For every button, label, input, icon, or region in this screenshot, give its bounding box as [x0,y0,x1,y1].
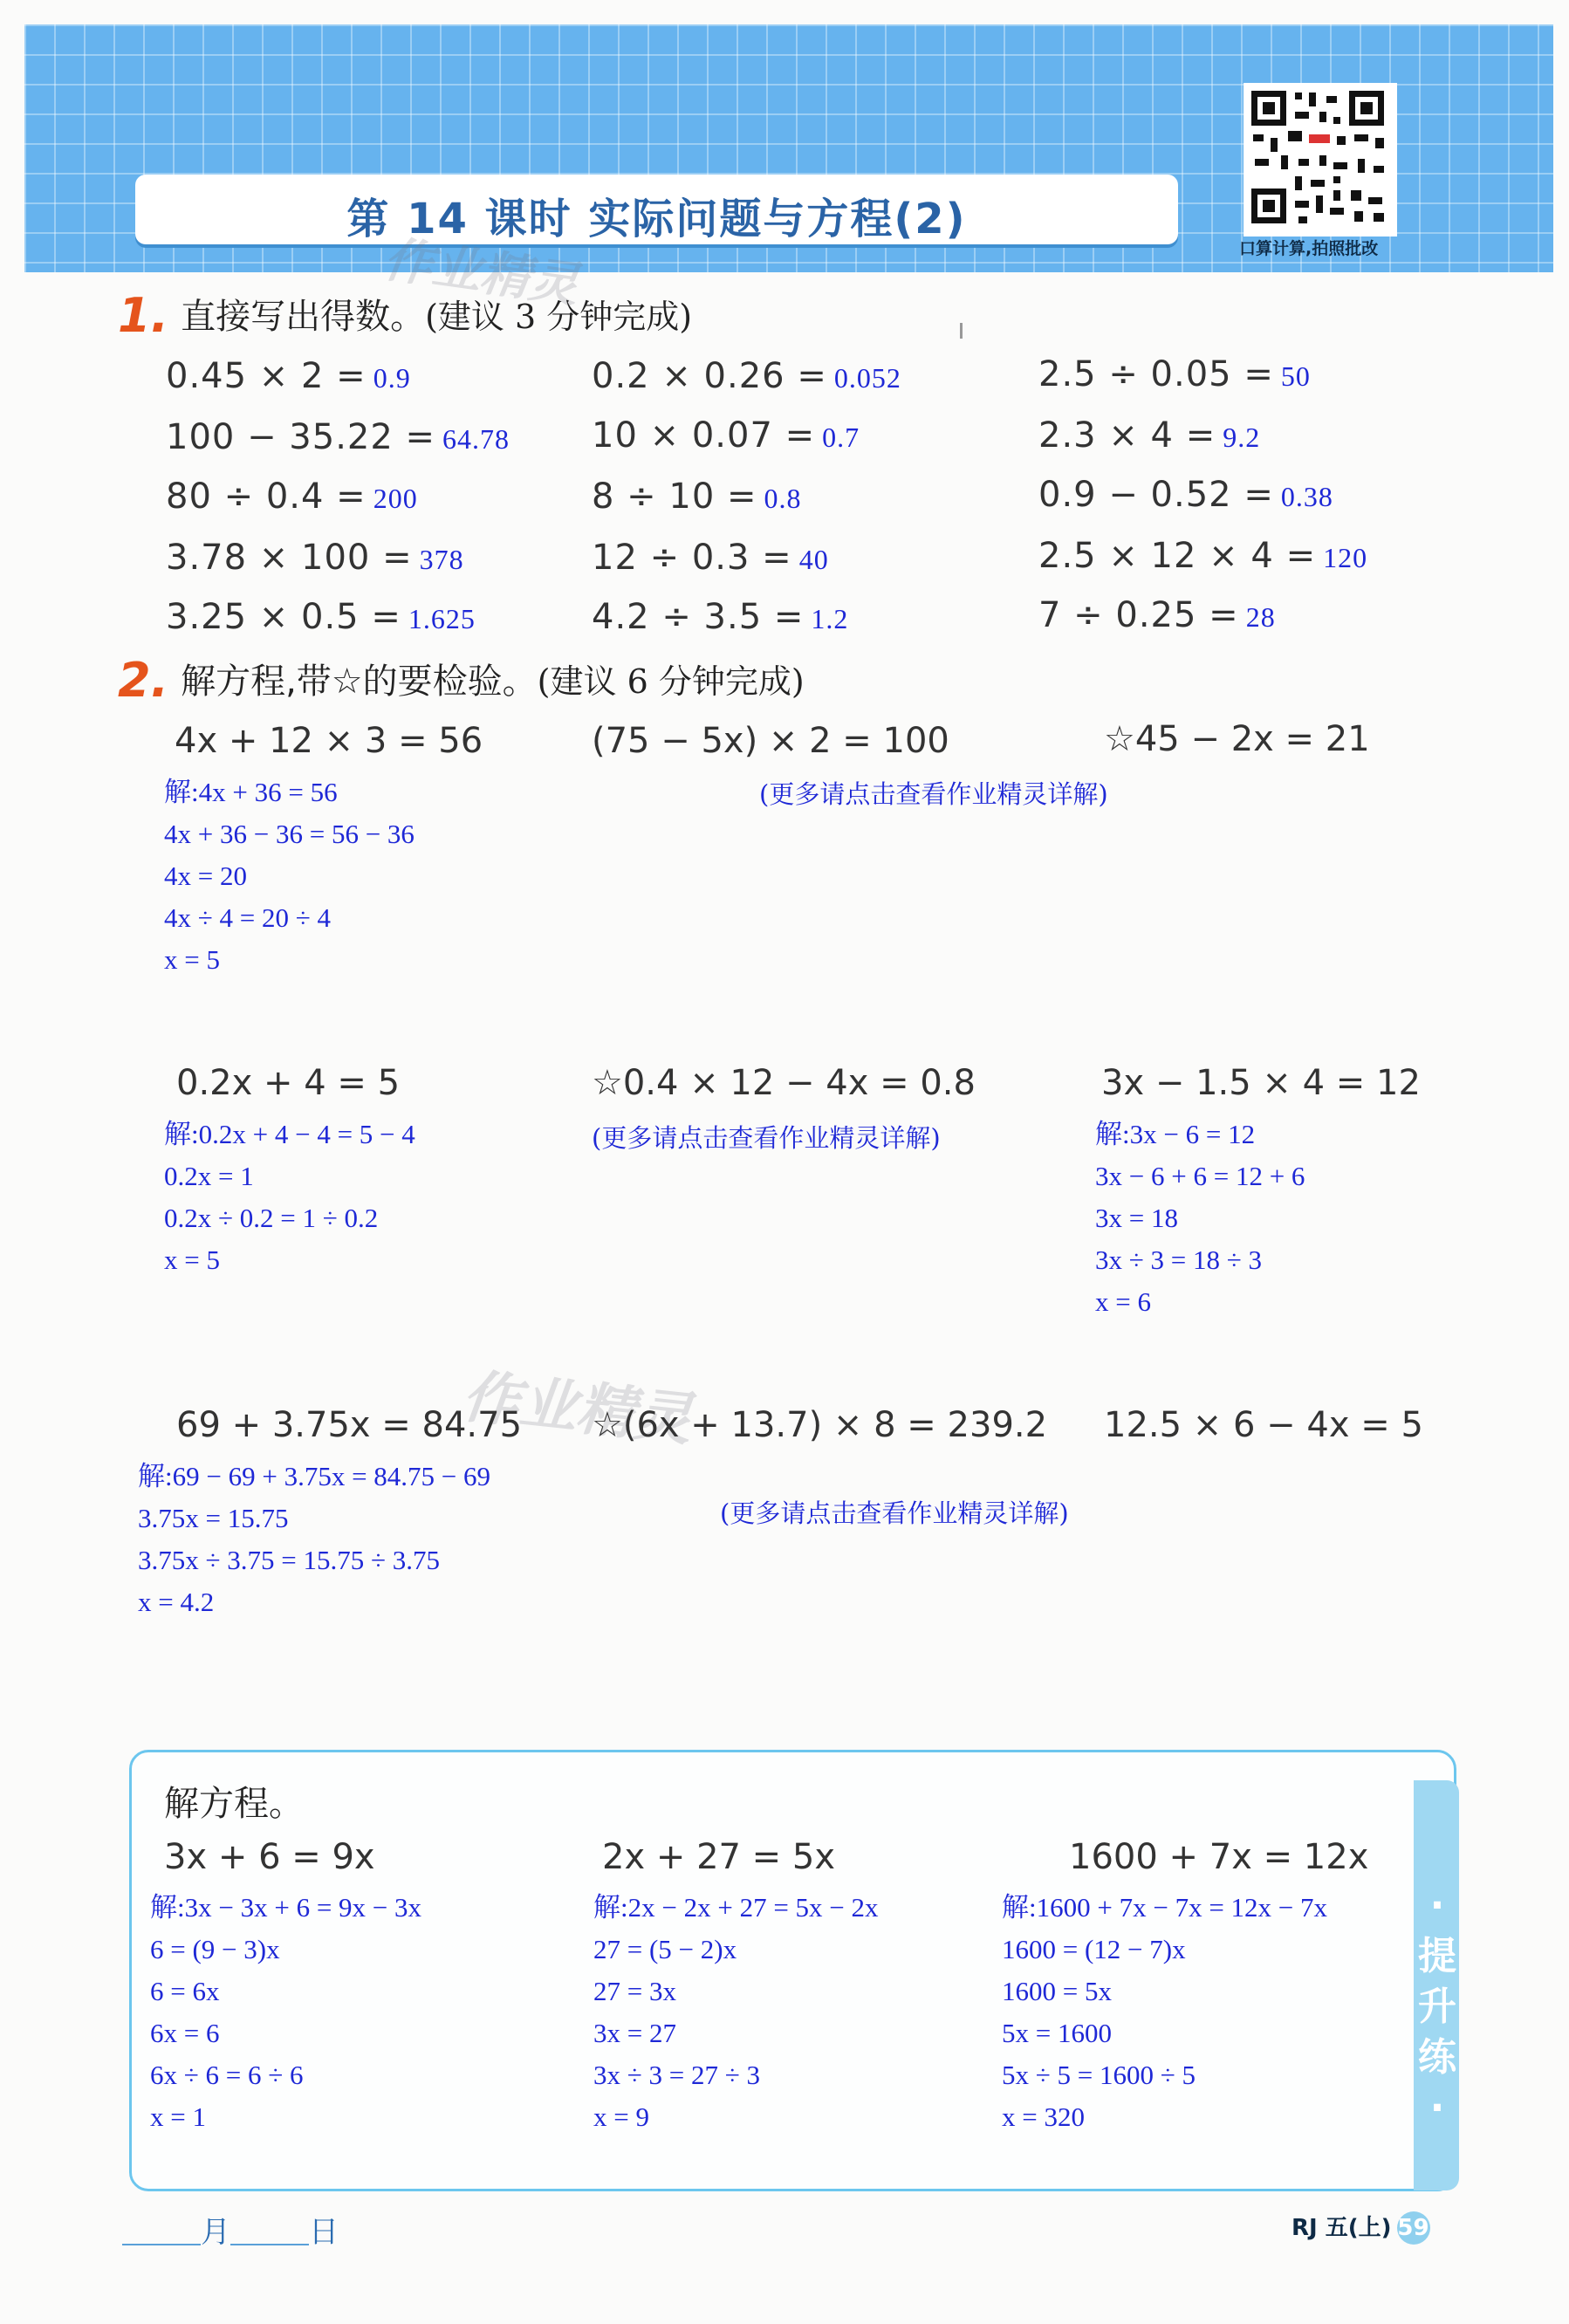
solution-step: 解:3x − 6 = 12 [1095,1119,1256,1149]
equation: 69 + 3.75x = 84.75 [176,1405,523,1445]
solution-step: 解:4x + 36 = 56 [164,777,338,807]
solution-step: x = 6 [1095,1286,1151,1317]
qr-code-icon[interactable] [1244,83,1397,237]
solution-step: 3.75x = 15.75 [138,1503,289,1533]
more-details-link[interactable]: (更多请点击查看作业精灵详解) [592,1123,941,1153]
page-footer [1292,2210,1430,2245]
solution-steps [593,1887,879,2138]
solution-step: x = 4.2 [138,1587,215,1617]
calc-expr: 2.3 × 4 = [1038,415,1216,456]
section-number: 1. [118,288,169,343]
calc-item [1038,415,1260,456]
solution-step: x = 320 [1002,2101,1085,2132]
solution-step: 解:0.2x + 4 − 4 = 5 − 4 [164,1119,415,1149]
calc-answer: 50 [1280,360,1311,392]
solution-step: 3.75x ÷ 3.75 = 15.75 ÷ 3.75 [138,1545,441,1575]
solution-step: 6x ÷ 6 = 6 ÷ 6 [150,2060,304,2090]
solution-step: 解:2x − 2x + 27 = 5x − 2x [593,1892,879,1923]
calc-expr: 4.2 ÷ 3.5 = [592,597,805,637]
solution-steps [150,1887,421,2138]
solution-steps [1095,1114,1305,1323]
equation: 3x + 6 = 9x [164,1837,375,1877]
calc-item [1038,354,1311,394]
calc-expr: 3.25 × 0.5 = [166,597,401,637]
calc-item [1038,536,1367,576]
equation: 3x − 1.5 × 4 = 12 [1101,1063,1421,1103]
calc-expr: 0.2 × 0.26 = [592,356,827,396]
watermark: 作业精灵 [459,1362,695,1454]
calc-answer: 0.052 [833,362,901,394]
solution-step: 6 = (9 − 3)x [150,1934,280,1964]
calc-expr: 0.45 × 2 = [166,356,367,396]
calc-expr: 3.78 × 100 = [166,538,413,578]
solution-step: 4x ÷ 4 = 20 ÷ 4 [164,902,332,933]
section-hint: (建议 3 分钟完成) [425,298,693,336]
solution-step: 6 = 6x [150,1976,220,2006]
month-label: 月 [201,2215,230,2250]
calc-expr: 7 ÷ 0.25 = [1038,595,1239,635]
calc-expr: 2.5 × 12 × 4 = [1038,536,1317,576]
book-label: RJ 五(上) [1292,2215,1392,2241]
solution-step: 解:1600 + 7x − 7x = 12x − 7x [1002,1892,1328,1923]
section-number: 2. [118,653,169,708]
section-hint: (建议 6 分钟完成) [537,662,805,701]
solution-steps [1002,1887,1327,2138]
solution-step: 0.2x = 1 [164,1161,254,1191]
solution-steps [164,1114,415,1281]
calc-answer: 1.2 [811,603,849,634]
calc-answer: 0.38 [1280,481,1333,512]
month-blank[interactable] [122,2244,201,2245]
solution-step: 3x − 6 + 6 = 12 + 6 [1095,1161,1305,1191]
calc-item [1038,595,1276,635]
solution-step: 6x = 6 [150,2018,220,2048]
qr-caption: 口算计算,拍照批改 [1239,239,1379,258]
calc-answer: 9.2 [1223,422,1261,453]
calc-expr: 0.9 − 0.52 = [1038,475,1274,515]
extra-title: 解方程。 [164,1784,304,1824]
solution-step: x = 9 [593,2101,649,2132]
lesson-title-band [135,175,1178,244]
calc-answer: 0.7 [822,422,860,453]
day-label: 日 [309,2215,339,2250]
day-blank[interactable] [230,2244,309,2245]
solution-step: x = 5 [164,1244,220,1275]
calc-answer: 120 [1323,542,1368,573]
calc-answer: 200 [373,483,418,514]
section-title-text: 解方程,带☆的要检验。 [181,662,538,702]
calc-expr: 8 ÷ 10 = [592,476,757,517]
calc-expr: 100 − 35.22 = [166,417,436,457]
solution-step: 3x = 27 [593,2018,676,2048]
lesson-title: 第 14 课时 实际问题与方程(2) [346,195,967,243]
equation: 1600 + 7x = 12x [1069,1837,1369,1877]
calc-expr: 10 × 0.07 = [592,415,816,456]
calc-answer: 1.625 [408,603,476,634]
solution-step: 27 = (5 − 2)x [593,1934,737,1964]
equation: ☆0.4 × 12 − 4x = 0.8 [592,1063,976,1103]
calc-expr: 2.5 ÷ 0.05 = [1038,354,1274,394]
solution-step: 27 = 3x [593,1976,676,2006]
equation: 12.5 × 6 − 4x = 5 [1104,1405,1423,1445]
more-details-link[interactable]: (更多请点击查看作业精灵详解) [720,1498,1069,1528]
calc-item [166,538,464,578]
equation: 2x + 27 = 5x [602,1837,836,1877]
calc-item [166,417,510,457]
calc-item [166,476,418,517]
calc-expr: 80 ÷ 0.4 = [166,476,367,517]
solution-step: 3x = 18 [1095,1203,1178,1233]
solution-steps [164,771,415,981]
extra-practice-tab-label: ·提升练· [1418,1883,1456,2130]
solution-step: 解:3x − 3x + 6 = 9x − 3x [150,1892,422,1923]
calc-item [1038,475,1333,515]
more-details-link[interactable]: (更多请点击查看作业精灵详解) [759,779,1108,809]
calc-answer: 28 [1245,601,1276,633]
section-2-title [118,653,805,708]
solution-step: 1600 = (12 − 7)x [1002,1934,1186,1964]
calc-item [592,476,802,517]
solution-step: 3x ÷ 3 = 18 ÷ 3 [1095,1244,1263,1275]
date-field[interactable] [122,2208,339,2251]
scan-mark [960,323,963,339]
section-1-title [118,288,692,343]
solution-step: 3x ÷ 3 = 27 ÷ 3 [593,2060,761,2090]
calc-item [592,415,860,456]
equation: 0.2x + 4 = 5 [176,1063,401,1103]
solution-step: 4x + 36 − 36 = 56 − 36 [164,819,415,849]
equation: (75 − 5x) × 2 = 100 [592,721,949,761]
solution-step: x = 1 [150,2101,206,2132]
calc-answer: 378 [419,544,464,575]
calc-answer: 0.9 [373,362,411,394]
calc-expr: 12 ÷ 0.3 = [592,538,792,578]
equation: ☆45 − 2x = 21 [1104,719,1370,759]
calc-item [592,597,848,637]
calc-item [166,356,411,396]
solution-step: x = 5 [164,944,220,975]
calc-item [166,597,476,637]
solution-step: 1600 = 5x [1002,1976,1112,2006]
calc-answer: 40 [798,544,829,575]
solution-step: 0.2x ÷ 0.2 = 1 ÷ 0.2 [164,1203,379,1233]
solution-steps [138,1456,490,1623]
solution-step: 5x = 1600 [1002,2018,1112,2048]
calc-item [592,356,901,396]
page-number: 59 [1397,2211,1430,2245]
equation: 4x + 12 × 3 = 56 [175,721,483,761]
equation: ☆(6x + 13.7) × 8 = 239.2 [592,1405,1048,1445]
solution-step: 解:69 − 69 + 3.75x = 84.75 − 69 [138,1461,491,1491]
watermark: 作业精灵 [380,230,582,315]
solution-step: 5x ÷ 5 = 1600 ÷ 5 [1002,2060,1196,2090]
calc-item [592,538,829,578]
section-title-text: 直接写出得数。 [181,297,426,337]
calc-answer: 64.78 [442,423,510,455]
solution-step: 4x = 20 [164,860,247,891]
calc-answer: 0.8 [764,483,802,514]
